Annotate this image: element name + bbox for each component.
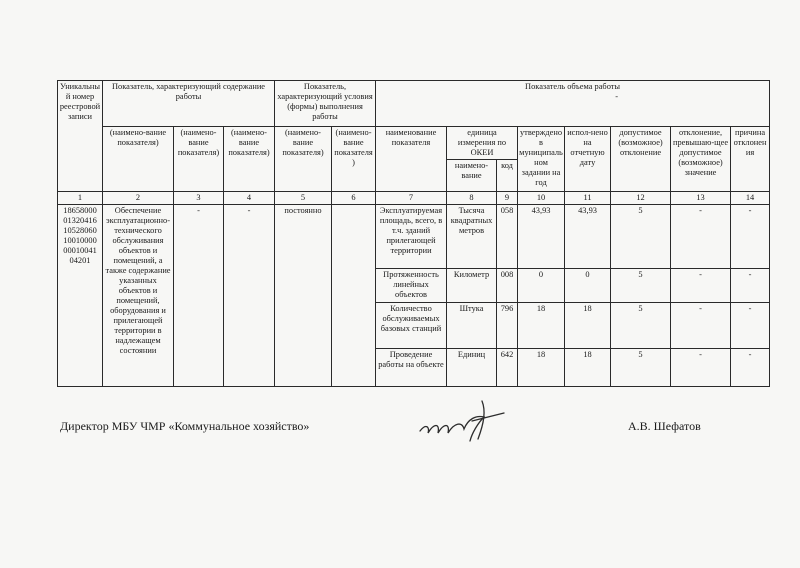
header-conditions-group: Показатель, характеризующий условия (формы) выполнения работы [275, 81, 376, 127]
row-approved: 18 [518, 349, 565, 387]
header-volume-dash: - [615, 92, 619, 101]
header-content-group: Показатель, характеризующий содержание работы [103, 81, 275, 127]
row-approved: 43,93 [518, 205, 565, 269]
col-number: 8 [447, 192, 497, 205]
header-record-id: Уникальный номер реестровой записи [58, 81, 103, 192]
row-executed: 0 [565, 269, 611, 303]
row-exceed: - [671, 205, 731, 269]
row-unit: Тысяча квадратных метров [447, 205, 497, 269]
col-number: 9 [497, 192, 518, 205]
header-sub-1: (наимено-вание показателя) [103, 127, 174, 192]
header-unit-code: код [497, 160, 518, 192]
row-reason: - [731, 349, 770, 387]
row-reason: - [731, 303, 770, 349]
director-name: А.В. Шефатов [628, 419, 701, 433]
row-executed: 18 [565, 303, 611, 349]
header-indicator-name: наименование показателя [376, 127, 447, 192]
row-executed: 18 [565, 349, 611, 387]
header-allowed-dev: допустимое (возможное) отклонение [611, 127, 671, 192]
row-exceed: - [671, 303, 731, 349]
col-number: 3 [174, 192, 224, 205]
row-executed: 43,93 [565, 205, 611, 269]
header-exceed-dev: отклонение, превышаю-щее допустимое (возможное) значение [671, 127, 731, 192]
row-code: 642 [497, 349, 518, 387]
row-unit: Единиц [447, 349, 497, 387]
header-sub-4: (наимено-вание показателя) [275, 127, 332, 192]
row-code: 008 [497, 269, 518, 303]
col-number: 13 [671, 192, 731, 205]
header-volume-group [376, 81, 770, 127]
record-id: 18658000 01320416 10528060 10010000 00010041 04201 [58, 205, 103, 387]
col-number: 6 [332, 192, 376, 205]
record-condition: постоянно [275, 205, 332, 387]
header-unit-name: наимено-вание [447, 160, 497, 192]
col-number: 12 [611, 192, 671, 205]
record-c3: - [174, 205, 224, 387]
col-number: 2 [103, 192, 174, 205]
row-allowed: 5 [611, 303, 671, 349]
col-number: 14 [731, 192, 770, 205]
col-number: 10 [518, 192, 565, 205]
row-indicator: Протяженность линейных объектов [376, 269, 447, 303]
record-c6 [332, 205, 376, 387]
row-code: 796 [497, 303, 518, 349]
header-unit-okei: единица измерения по ОКЕИ [447, 127, 518, 160]
handwritten-signature [412, 393, 522, 453]
row-code: 058 [497, 205, 518, 269]
header-sub-2: (наимено-вание показателя) [174, 127, 224, 192]
row-exceed: - [671, 349, 731, 387]
director-title: Директор МБУ ЧМР «Коммунальное хозяйство» [60, 419, 310, 433]
col-number: 7 [376, 192, 447, 205]
row-indicator: Эксплуатируемая площадь, всего, в т.ч. зданий прилегающей территории [376, 205, 447, 269]
report-table [57, 80, 770, 387]
record-c4: - [224, 205, 275, 387]
row-indicator: Количество обслуживаемых базовых станций [376, 303, 447, 349]
row-allowed: 5 [611, 269, 671, 303]
header-reason: причина отклонения [731, 127, 770, 192]
row-unit: Километр [447, 269, 497, 303]
row-unit: Штука [447, 303, 497, 349]
col-number: 4 [224, 192, 275, 205]
col-number: 5 [275, 192, 332, 205]
record-content: Обеспечение эксплуатационно-технического обслуживания объектов и помещений, а также содержание указанных объектов и помещений, оборудования и прилегающей территории в надлежащем состоянии [103, 205, 174, 387]
header-sub-5: (наимено-вание показателя) [332, 127, 376, 192]
row-allowed: 5 [611, 349, 671, 387]
row-indicator: Проведение работы на объекте [376, 349, 447, 387]
col-number: 1 [58, 192, 103, 205]
row-approved: 18 [518, 303, 565, 349]
header-volume-title: Показатель объема работы [525, 82, 621, 91]
col-number: 11 [565, 192, 611, 205]
row-reason: - [731, 205, 770, 269]
header-approved: утверждено в муниципальном задании на год [518, 127, 565, 192]
header-sub-3: (наимено-вание показателя) [224, 127, 275, 192]
header-executed: испол-нено на отчетную дату [565, 127, 611, 192]
row-exceed: - [671, 269, 731, 303]
row-allowed: 5 [611, 205, 671, 269]
row-reason: - [731, 269, 770, 303]
row-approved: 0 [518, 269, 565, 303]
